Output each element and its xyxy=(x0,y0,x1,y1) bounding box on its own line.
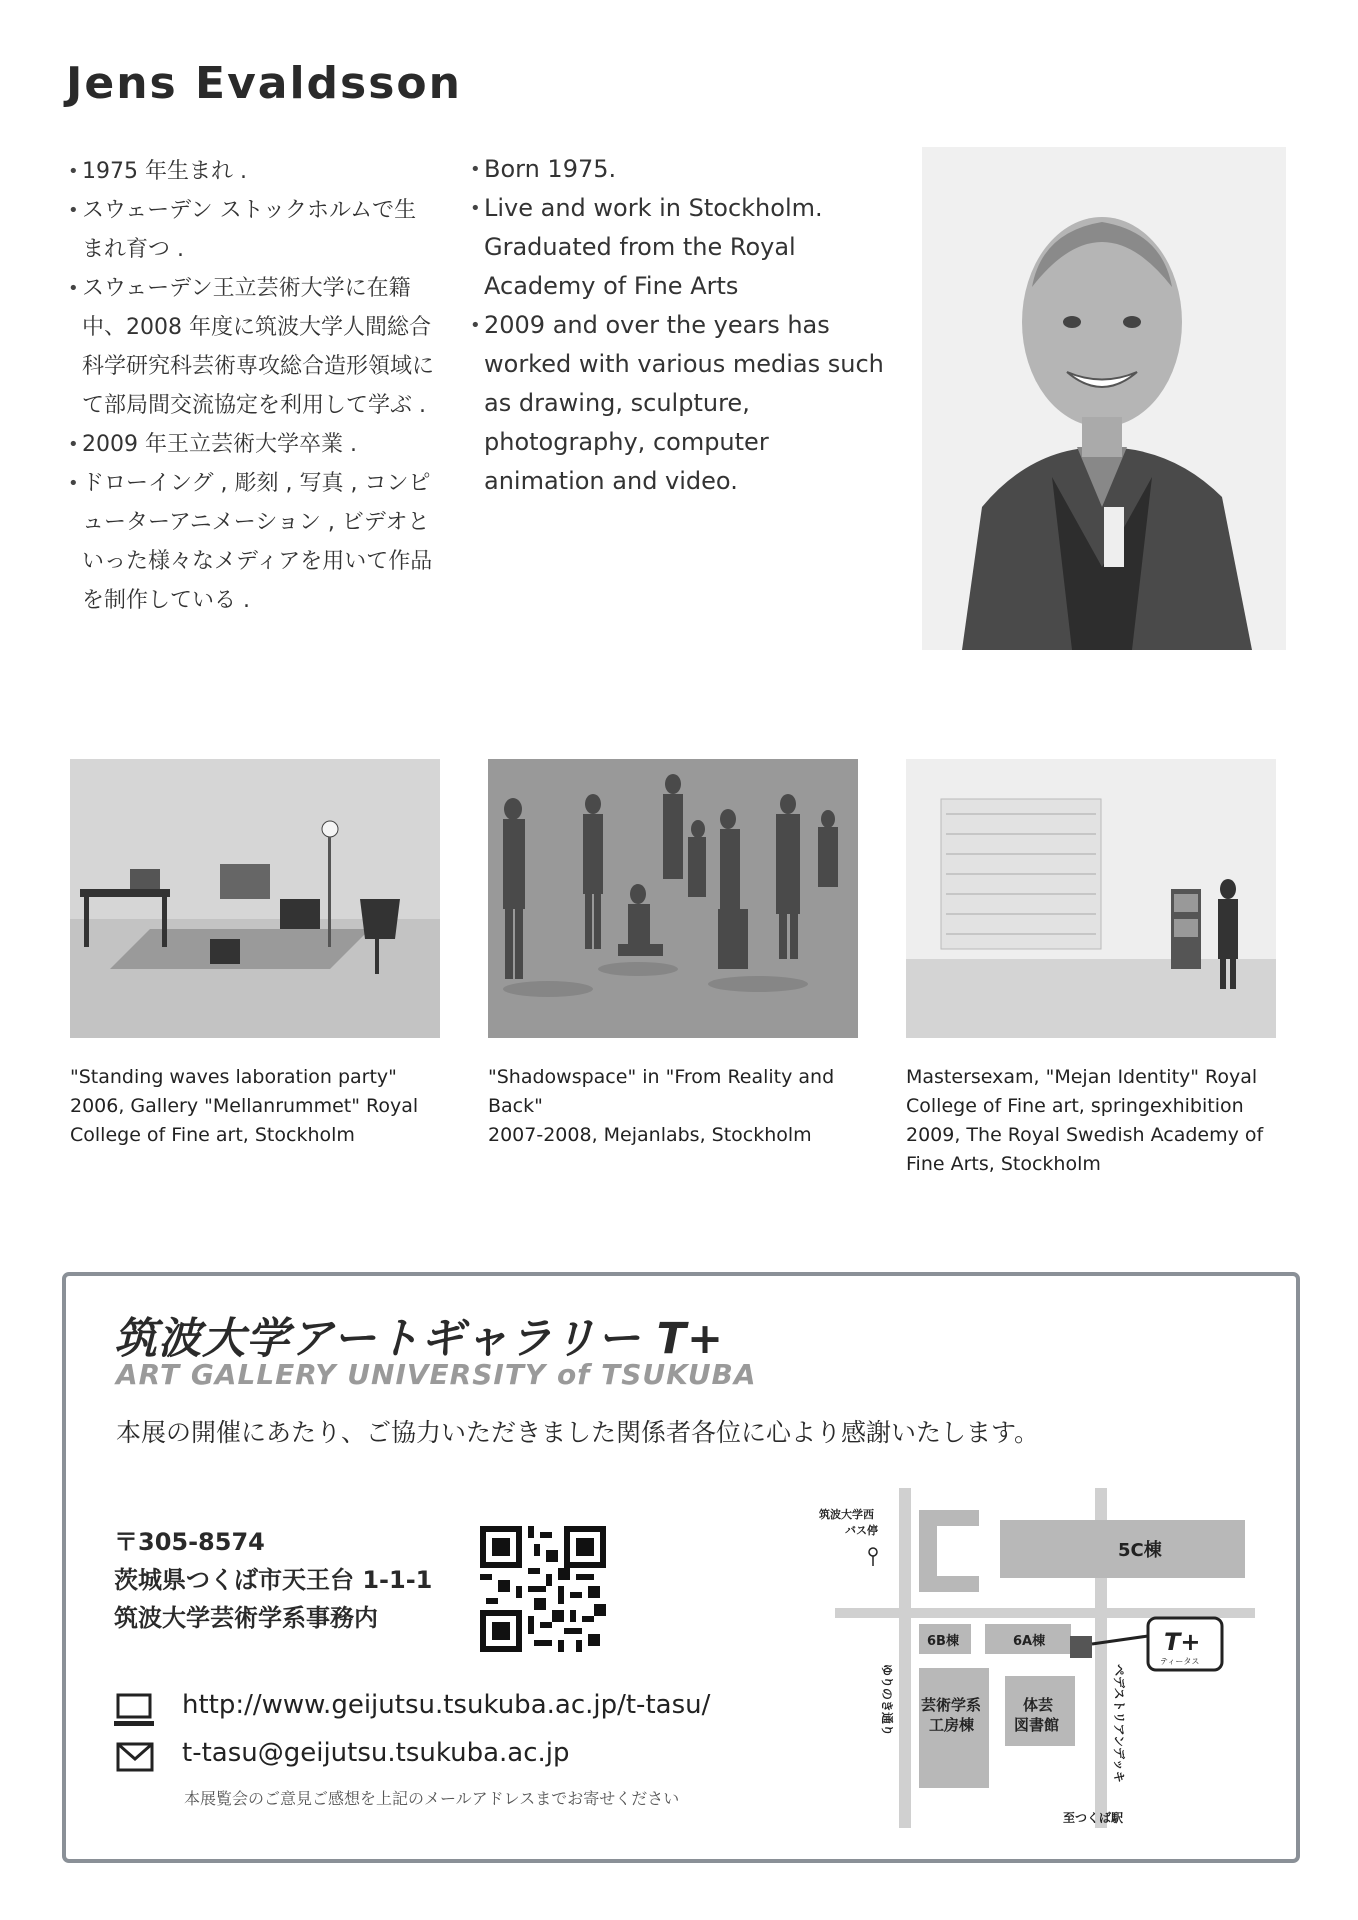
bio-jp-item: • ドローイング , 彫刻 , 写真 , コンピューターアニメーション , ビデオといった様々なメディアを用いて作品を制作している . xyxy=(68,464,438,620)
email-link[interactable]: t-tasu@geijutsu.tsukuba.ac.jp xyxy=(182,1738,570,1768)
work-caption-1: "Standing waves laboration party" 2006, Gallery "Mellanrummet" Royal College of Fine art, Stockholm xyxy=(70,1066,419,1146)
street-address: 茨城県つくば市天王台 1-1-1 xyxy=(114,1566,433,1594)
mail-icon xyxy=(116,1742,154,1772)
bio-jp-item: • スウェーデン王立芸術大学に在籍中、2008 年度に筑波大学人間総合科学研究科芸術専攻総合造形領域にて部局間交流協定を利用して学ぶ . xyxy=(68,269,438,425)
japanese-biography xyxy=(68,152,438,620)
acknowledgement-text: 本展の開催にあたり、ご協力いただきました関係者各位に心より感謝いたします。 xyxy=(116,1418,1040,1447)
bio-en-item: • 2009 and over the years has worked with various medias such as drawing, sculpture, photography, computer animation and video. xyxy=(470,306,890,501)
map-label-5c: 5C棟 xyxy=(1118,1540,1162,1561)
bio-en-item: • Born 1975. xyxy=(470,150,890,189)
website-link[interactable]: http://www.geijutsu.tsukuba.ac.jp/t-tasu/ xyxy=(182,1690,711,1720)
gallery-title-en: ART GALLERY UNIVERSITY of TSUKUBA xyxy=(116,1358,757,1391)
map-label-gym-2: 図書館 xyxy=(1014,1716,1060,1734)
artist-portrait xyxy=(922,147,1286,650)
bio-jp-item: • 1975 年生まれ . xyxy=(68,152,438,191)
map-label-6b: 6B棟 xyxy=(927,1634,959,1649)
gallery-title-jp: 筑波大学アートギャラリー T+ xyxy=(114,1314,725,1364)
feedback-note: 本展覧会のご意見ご感想を上記のメールアドレスまでお寄せください xyxy=(184,1789,680,1808)
artist-name: Jens Evaldsson xyxy=(66,58,462,109)
work-image-shadowspace xyxy=(488,759,858,1038)
work-image-mejan-identity xyxy=(906,759,1276,1038)
work-image-standing-waves xyxy=(70,759,440,1038)
english-biography xyxy=(470,150,890,501)
map-label-deck: ペデストリアンデッキ xyxy=(1112,1664,1126,1783)
office-name: 筑波大学芸術学系事務内 xyxy=(114,1604,378,1632)
map-label-gym-1: 体芸 xyxy=(1023,1696,1054,1714)
bio-jp-item: • 2009 年王立芸術大学卒業 . xyxy=(68,425,438,464)
installation-illustration xyxy=(70,759,440,1038)
postal-code: 〒305-8574 xyxy=(114,1528,265,1556)
work-caption-3: Mastersexam, "Mejan Identity" Royal College of Fine art, springexhibition 2009, The Royal Swedish Academy of Fine Arts, Stockholm xyxy=(906,1066,1264,1175)
map-logo-sub: ティータス xyxy=(1160,1657,1200,1666)
map-label-6a: 6A棟 xyxy=(1013,1634,1046,1649)
figures-illustration xyxy=(488,759,858,1038)
map-label-art-1: 芸術学系 xyxy=(921,1696,982,1714)
map-label-art-2: 工房棟 xyxy=(929,1716,975,1734)
work-caption-2: "Shadowspace" in "From Reality and Back" 2007-2008, Mejanlabs, Stockholm xyxy=(488,1066,835,1146)
qr-code-icon[interactable] xyxy=(480,1526,606,1652)
map-label-station: 至つくば駅 xyxy=(1063,1811,1124,1825)
portrait-illustration xyxy=(922,147,1286,650)
campus-map xyxy=(815,1488,1255,1828)
bio-jp-item: • スウェーデン ストックホルムで生まれ育つ . xyxy=(68,191,438,269)
access-map xyxy=(815,1488,1255,1828)
map-logo: T+ xyxy=(1164,1628,1201,1656)
map-label-street: ゆりのき通り xyxy=(880,1664,894,1737)
map-label-bus-stop-2: バス停 xyxy=(845,1524,878,1537)
map-label-bus-stop-1: 筑波大学西 xyxy=(819,1508,874,1521)
computer-icon xyxy=(114,1693,154,1729)
bio-en-item: • Live and work in Stockholm. Graduated from the Royal Academy of Fine Arts xyxy=(470,189,890,306)
gallery-illustration xyxy=(906,759,1276,1038)
